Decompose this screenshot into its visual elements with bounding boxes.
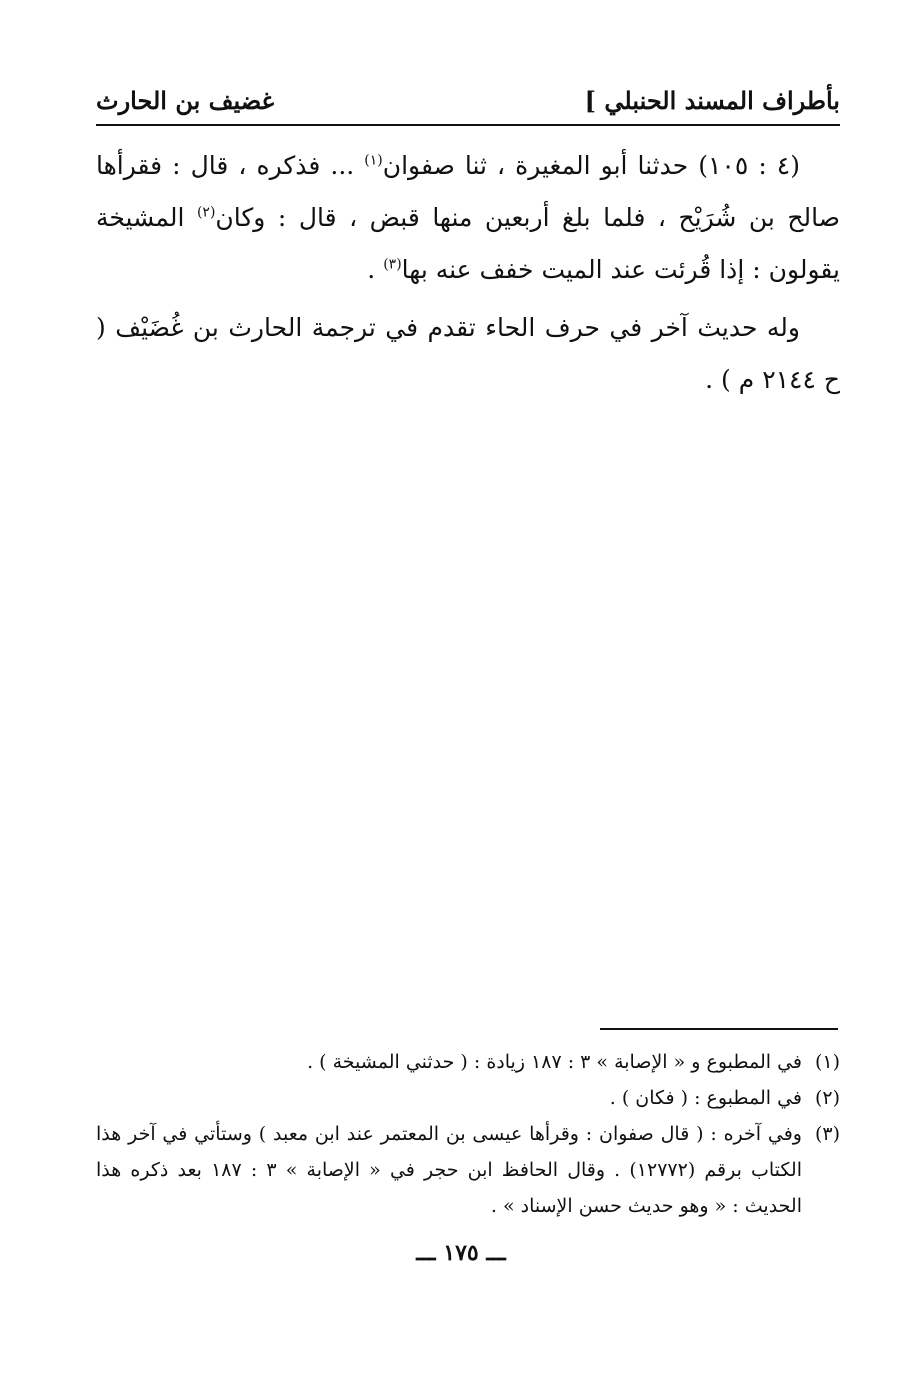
text-segment: ... فذكره ، قال : فقرأها صالح بن شُرَيْح ، فلما بلغ أربعين منها قبض ، قال : وكان xyxy=(96,151,840,232)
hadith-paragraph xyxy=(96,140,840,296)
footnote-marker-2: (٢) xyxy=(196,204,216,221)
running-header xyxy=(96,84,840,122)
footnotes xyxy=(96,1044,840,1224)
header-rule xyxy=(96,124,840,126)
footnote-text: في المطبوع و « الإصابة » ٣ : ١٨٧ زيادة : ( حدثني المشيخة ) . xyxy=(307,1051,802,1073)
footnote-marker-1: (١) xyxy=(364,152,383,169)
footnote-rule xyxy=(600,1028,838,1030)
footnote-number: (٢) xyxy=(814,1087,840,1109)
book-title: بأطراف المسند الحنبلي ] xyxy=(584,86,840,115)
footnote-marker-3: (٣) xyxy=(383,256,402,273)
page-number: ـــ ١٧٥ ـــ xyxy=(416,1240,506,1266)
footnote-text: وفي آخره : ( قال صفوان : وقرأها عيسى بن المعتمر عند ابن معبد ) وستأتي في آخر هذا الكتاب برقم (١٢٧٧٢) . وقال الحافظ ابن حجر في « الإصابة » ٣ : ١٨٧ بعد ذكره هذا الحديث : « وهو حديث حسن الإسناد » . xyxy=(96,1123,802,1217)
footnote xyxy=(96,1116,840,1224)
footnote-number: (١) xyxy=(814,1051,840,1073)
text-segment: حدثنا أبو المغيرة ، ثنا صفوان xyxy=(382,151,699,180)
cross-reference-paragraph: وله حديث آخر في حرف الحاء تقدم في ترجمة الحارث بن غُضَيْف ( ح ٢١٤٤ م ) . xyxy=(96,313,840,394)
footnote xyxy=(96,1080,840,1116)
main-text xyxy=(96,140,840,406)
text-segment: المشيخة يقولون : إذا قُرئت عند الميت خفف عنه بها xyxy=(96,203,840,284)
footnote xyxy=(96,1044,840,1080)
hadith-reference: (٤ : ١٠٥) xyxy=(698,151,800,180)
footnote-number: (٣) xyxy=(814,1123,840,1145)
chapter-title: غضيف بن الحارث xyxy=(96,86,275,115)
footnote-text: في المطبوع : ( فكان ) . xyxy=(609,1087,802,1109)
text-segment: . xyxy=(367,255,384,284)
